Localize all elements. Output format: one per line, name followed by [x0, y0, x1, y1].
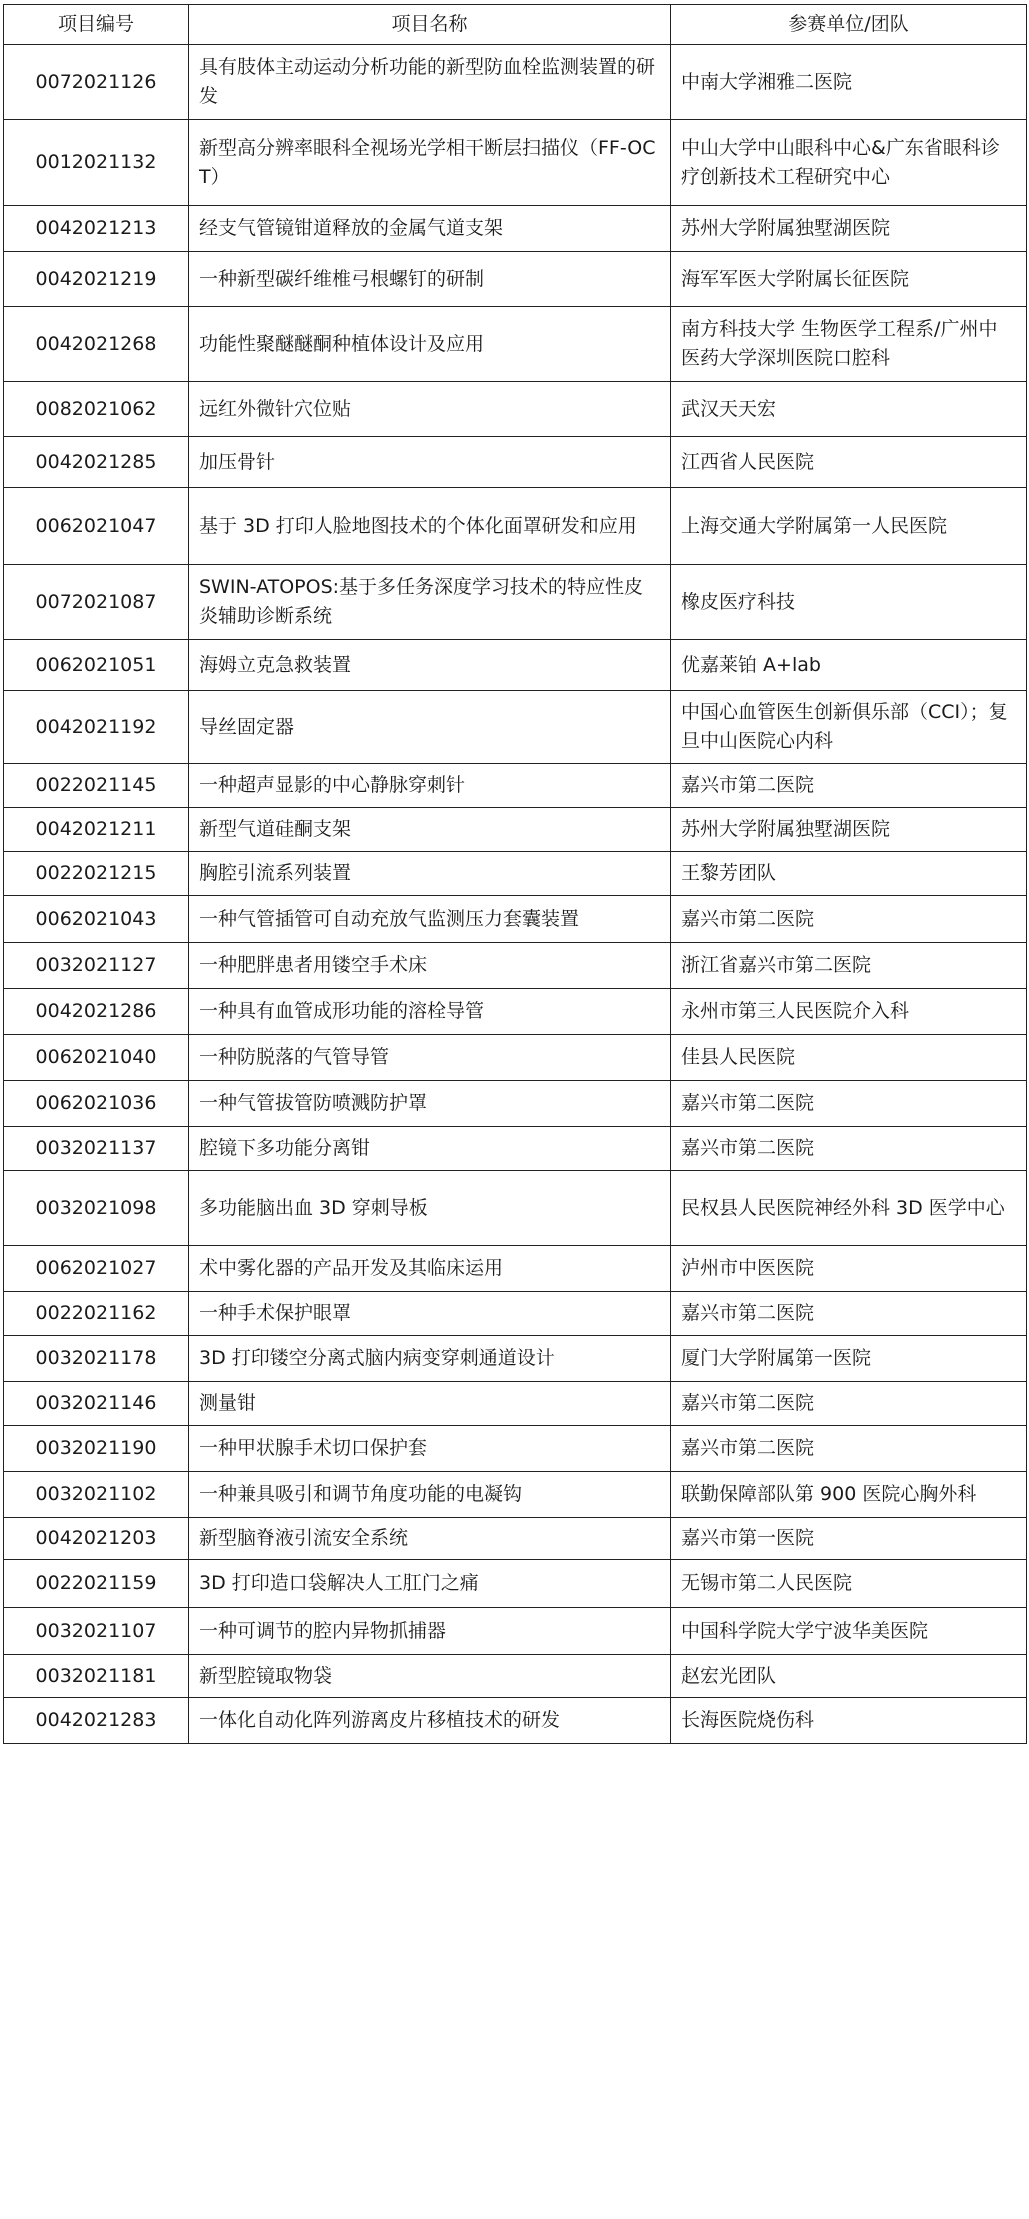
participating-unit-cell: 嘉兴市第二医院: [671, 1292, 1027, 1336]
project-id-cell: 0042021192: [4, 691, 189, 764]
participating-unit-cell: 中山大学中山眼科中心&广东省眼科诊疗创新技术工程研究中心: [671, 120, 1027, 206]
project-name-cell: 一种可调节的腔内异物抓捕器: [189, 1608, 671, 1655]
table-row: [4, 1336, 1027, 1382]
project-id-cell: 0012021132: [4, 120, 189, 206]
project-name-cell: 一种气管拔管防喷溅防护罩: [189, 1081, 671, 1127]
table-row: [4, 382, 1027, 437]
table-row: [4, 1382, 1027, 1426]
table-row: [4, 1518, 1027, 1560]
project-name-cell: 一体化自动化阵列游离皮片移植技术的研发: [189, 1698, 671, 1744]
project-id-cell: 0062021036: [4, 1081, 189, 1127]
project-name-cell: SWIN-ATOPOS:基于多任务深度学习技术的特应性皮炎辅助诊断系统: [189, 565, 671, 640]
participating-unit-cell: 嘉兴市第二医院: [671, 1081, 1027, 1127]
participating-unit-cell: 橡皮医疗科技: [671, 565, 1027, 640]
participating-unit-cell: 武汉天天宏: [671, 382, 1027, 437]
table-row: [4, 206, 1027, 252]
project-name-cell: 一种具有血管成形功能的溶栓导管: [189, 989, 671, 1035]
participating-unit-cell: 海军军医大学附属长征医院: [671, 252, 1027, 307]
header-row: [4, 5, 1027, 45]
table-row: [4, 1698, 1027, 1744]
project-name-cell: 新型高分辨率眼科全视场光学相干断层扫描仪（FF-OCT）: [189, 120, 671, 206]
project-name-cell: 功能性聚醚醚酮种植体设计及应用: [189, 307, 671, 382]
project-id-cell: 0032021107: [4, 1608, 189, 1655]
project-name-cell: 经支气管镜钳道释放的金属气道支架: [189, 206, 671, 252]
table-row: [4, 1127, 1027, 1171]
participating-unit-cell: 泸州市中医医院: [671, 1246, 1027, 1292]
participating-unit-cell: 嘉兴市第二医院: [671, 1382, 1027, 1426]
table-row: [4, 307, 1027, 382]
project-id-cell: 0032021137: [4, 1127, 189, 1171]
project-id-cell: 0062021027: [4, 1246, 189, 1292]
project-name-cell: 新型气道硅酮支架: [189, 808, 671, 852]
project-id-cell: 0022021215: [4, 852, 189, 896]
participating-unit-cell: 无锡市第二人民医院: [671, 1560, 1027, 1608]
project-name-cell: 一种手术保护眼罩: [189, 1292, 671, 1336]
participating-unit-cell: 佳县人民医院: [671, 1035, 1027, 1081]
table-row: [4, 640, 1027, 691]
project-id-cell: 0032021178: [4, 1336, 189, 1382]
participating-unit-cell: 嘉兴市第二医院: [671, 896, 1027, 943]
project-id-cell: 0042021268: [4, 307, 189, 382]
header-project-id: 项目编号: [4, 5, 189, 45]
table-row: [4, 896, 1027, 943]
participating-unit-cell: 苏州大学附属独墅湖医院: [671, 206, 1027, 252]
table-body: [4, 45, 1027, 1744]
project-id-cell: 0042021203: [4, 1518, 189, 1560]
project-name-cell: 3D 打印镂空分离式脑内病变穿刺通道设计: [189, 1336, 671, 1382]
participating-unit-cell: 赵宏光团队: [671, 1655, 1027, 1698]
table-row: [4, 1655, 1027, 1698]
participating-unit-cell: 嘉兴市第二医院: [671, 1426, 1027, 1472]
project-id-cell: 0042021213: [4, 206, 189, 252]
table-row: [4, 1035, 1027, 1081]
project-name-cell: 导丝固定器: [189, 691, 671, 764]
project-name-cell: 多功能脑出血 3D 穿刺导板: [189, 1171, 671, 1246]
project-id-cell: 0042021211: [4, 808, 189, 852]
project-id-cell: 0062021043: [4, 896, 189, 943]
table-row: [4, 1246, 1027, 1292]
participating-unit-cell: 苏州大学附属独墅湖医院: [671, 808, 1027, 852]
project-id-cell: 0032021146: [4, 1382, 189, 1426]
table-row: [4, 565, 1027, 640]
table-row: [4, 1171, 1027, 1246]
project-name-cell: 具有肢体主动运动分析功能的新型防血栓监测装置的研发: [189, 45, 671, 120]
participating-unit-cell: 永州市第三人民医院介入科: [671, 989, 1027, 1035]
project-id-cell: 0032021127: [4, 943, 189, 989]
participating-unit-cell: 王黎芳团队: [671, 852, 1027, 896]
project-name-cell: 新型腔镜取物袋: [189, 1655, 671, 1698]
project-id-cell: 0022021145: [4, 764, 189, 808]
participating-unit-cell: 优嘉莱铂 A+lab: [671, 640, 1027, 691]
participating-unit-cell: 江西省人民医院: [671, 437, 1027, 488]
table-row: [4, 943, 1027, 989]
participating-unit-cell: 中国科学院大学宁波华美医院: [671, 1608, 1027, 1655]
table-row: [4, 1292, 1027, 1336]
project-name-cell: 加压骨针: [189, 437, 671, 488]
project-id-cell: 0062021040: [4, 1035, 189, 1081]
project-id-cell: 0032021098: [4, 1171, 189, 1246]
project-id-cell: 0062021051: [4, 640, 189, 691]
table-row: [4, 120, 1027, 206]
project-id-cell: 0042021283: [4, 1698, 189, 1744]
project-name-cell: 一种防脱落的气管导管: [189, 1035, 671, 1081]
participating-unit-cell: 南方科技大学 生物医学工程系/广州中医药大学深圳医院口腔科: [671, 307, 1027, 382]
table-row: [4, 808, 1027, 852]
table-row: [4, 989, 1027, 1035]
participating-unit-cell: 上海交通大学附属第一人民医院: [671, 488, 1027, 565]
project-name-cell: 远红外微针穴位贴: [189, 382, 671, 437]
project-name-cell: 胸腔引流系列装置: [189, 852, 671, 896]
project-name-cell: 一种超声显影的中心静脉穿刺针: [189, 764, 671, 808]
project-id-cell: 0032021102: [4, 1472, 189, 1518]
table-row: [4, 1472, 1027, 1518]
participating-unit-cell: 中国心血管医生创新俱乐部（CCI）；复旦中山医院心内科: [671, 691, 1027, 764]
table-header: [4, 5, 1027, 45]
table-row: [4, 764, 1027, 808]
project-id-cell: 0032021190: [4, 1426, 189, 1472]
project-table: [3, 4, 1027, 1744]
table-row: [4, 1426, 1027, 1472]
table-row: [4, 1608, 1027, 1655]
table-row: [4, 691, 1027, 764]
project-name-cell: 一种新型碳纤维椎弓根螺钉的研制: [189, 252, 671, 307]
header-project-name: 项目名称: [189, 5, 671, 45]
participating-unit-cell: 嘉兴市第一医院: [671, 1518, 1027, 1560]
project-name-cell: 一种甲状腺手术切口保护套: [189, 1426, 671, 1472]
table-row: [4, 1560, 1027, 1608]
participating-unit-cell: 嘉兴市第二医院: [671, 1127, 1027, 1171]
participating-unit-cell: 联勤保障部队第 900 医院心胸外科: [671, 1472, 1027, 1518]
project-id-cell: 0062021047: [4, 488, 189, 565]
project-id-cell: 0022021159: [4, 1560, 189, 1608]
table-row: [4, 252, 1027, 307]
project-id-cell: 0042021285: [4, 437, 189, 488]
project-name-cell: 3D 打印造口袋解决人工肛门之痛: [189, 1560, 671, 1608]
participating-unit-cell: 厦门大学附属第一医院: [671, 1336, 1027, 1382]
table-row: [4, 437, 1027, 488]
project-name-cell: 一种兼具吸引和调节角度功能的电凝钩: [189, 1472, 671, 1518]
participating-unit-cell: 民权县人民医院神经外科 3D 医学中心: [671, 1171, 1027, 1246]
participating-unit-cell: 嘉兴市第二医院: [671, 764, 1027, 808]
project-id-cell: 0082021062: [4, 382, 189, 437]
participating-unit-cell: 中南大学湘雅二医院: [671, 45, 1027, 120]
table-row: [4, 45, 1027, 120]
project-id-cell: 0072021087: [4, 565, 189, 640]
table-row: [4, 1081, 1027, 1127]
project-name-cell: 术中雾化器的产品开发及其临床运用: [189, 1246, 671, 1292]
participating-unit-cell: 长海医院烧伤科: [671, 1698, 1027, 1744]
header-participating-unit: 参赛单位/团队: [671, 5, 1027, 45]
project-name-cell: 基于 3D 打印人脸地图技术的个体化面罩研发和应用: [189, 488, 671, 565]
project-name-cell: 新型脑脊液引流安全系统: [189, 1518, 671, 1560]
project-id-cell: 0072021126: [4, 45, 189, 120]
project-name-cell: 腔镜下多功能分离钳: [189, 1127, 671, 1171]
project-id-cell: 0022021162: [4, 1292, 189, 1336]
project-id-cell: 0042021219: [4, 252, 189, 307]
project-name-cell: 一种气管插管可自动充放气监测压力套囊装置: [189, 896, 671, 943]
participating-unit-cell: 浙江省嘉兴市第二医院: [671, 943, 1027, 989]
project-name-cell: 海姆立克急救装置: [189, 640, 671, 691]
project-id-cell: 0042021286: [4, 989, 189, 1035]
project-name-cell: 一种肥胖患者用镂空手术床: [189, 943, 671, 989]
table-row: [4, 488, 1027, 565]
project-id-cell: 0032021181: [4, 1655, 189, 1698]
table-row: [4, 852, 1027, 896]
project-name-cell: 测量钳: [189, 1382, 671, 1426]
